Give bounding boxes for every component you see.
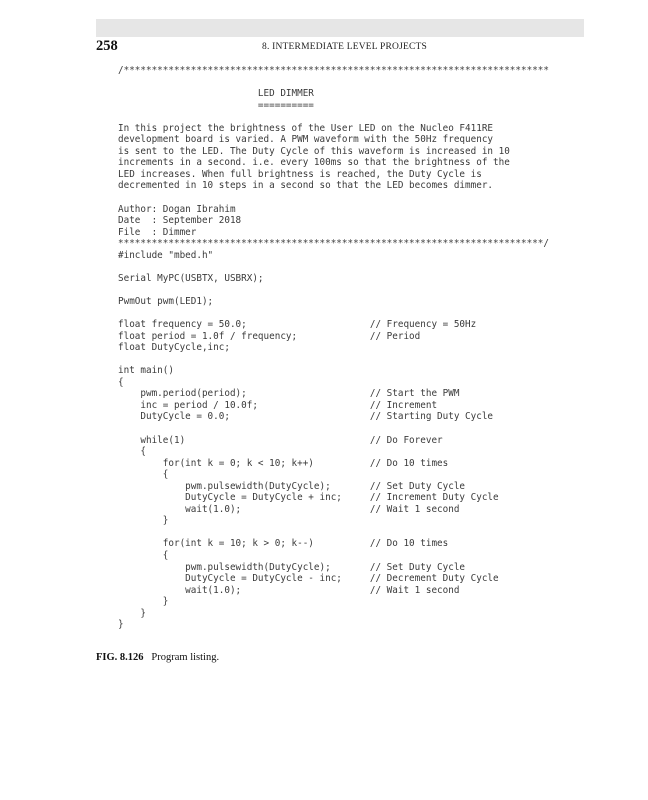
code-line: pwm.period(period); // Start the PWM [118, 388, 460, 400]
code-line [118, 284, 549, 296]
code-line: #include "mbed.h" [118, 249, 214, 261]
code-line: increments in a second. i.e. every 100ms so that the brightness of the [118, 157, 510, 169]
code-line: int main() [118, 365, 174, 377]
code-line: DutyCycle = DutyCycle - inc; // Decrement Duty Cycle [118, 573, 499, 585]
chapter-title: 8. INTERMEDIATE LEVEL PROJECTS [262, 42, 428, 52]
code-line: Author: Dogan Ibrahim [118, 203, 236, 215]
code-line: { [118, 469, 169, 481]
code-line: ========== [118, 99, 314, 111]
code-line: for(int k = 0; k < 10; k++) // Do 10 times [118, 457, 449, 469]
code-line: { [118, 376, 124, 388]
code-line [118, 307, 549, 319]
running-header-band [96, 19, 584, 37]
code-line: File : Dimmer [118, 226, 197, 238]
program-listing [118, 65, 549, 631]
code-line: DutyCycle = DutyCycle + inc; // Increment Duty Cycle [118, 492, 499, 504]
code-line: wait(1.0); // Wait 1 second [118, 503, 460, 515]
code-line: } [118, 515, 169, 527]
code-line: { [118, 446, 146, 458]
page-number: 258 [96, 38, 118, 54]
code-line: Date : September 2018 [118, 215, 242, 227]
figure-caption-text: Program listing. [151, 652, 220, 663]
code-line: In this project the brightness of the User LED on the Nucleo F411RE [118, 122, 494, 134]
code-line: pwm.pulsewidth(DutyCycle); // Set Duty Cycle [118, 480, 466, 492]
code-line: wait(1.0); // Wait 1 second [118, 584, 460, 596]
code-line: LED DIMMER [118, 88, 314, 100]
code-line: /**************************************************************************** [118, 65, 549, 76]
code-line [118, 261, 549, 273]
figure-caption [96, 652, 219, 663]
code-line: } [118, 619, 124, 631]
code-line: Serial MyPC(USBTX, USBRX); [118, 272, 264, 284]
code-line [118, 423, 549, 435]
code-line: float frequency = 50.0; // Frequency = 50Hz [118, 319, 477, 331]
code-line [118, 192, 549, 204]
code-line: is sent to the LED. The Duty Cycle of this waveform is increased in 10 [118, 145, 510, 157]
code-line: pwm.pulsewidth(DutyCycle); // Set Duty Cycle [118, 561, 466, 573]
code-line: ****************************************************************************/ [118, 238, 549, 250]
code-line: for(int k = 10; k > 0; k--) // Do 10 times [118, 538, 449, 550]
code-line: } [118, 607, 146, 619]
code-line: while(1) // Do Forever [118, 434, 443, 446]
code-line: DutyCycle = 0.0; // Starting Duty Cycle [118, 411, 494, 423]
code-line [118, 77, 549, 89]
code-line [118, 354, 549, 366]
code-line: decremented in 10 steps in a second so that the LED becomes dimmer. [118, 180, 494, 192]
code-line: development board is varied. A PWM waveform with the 50Hz frequency [118, 134, 494, 146]
code-line [118, 111, 549, 123]
code-line: inc = period / 10.0f; // Increment [118, 399, 438, 411]
code-line: } [118, 596, 169, 608]
code-line: { [118, 549, 169, 561]
code-line: float DutyCycle,inc; [118, 342, 230, 354]
figure-label: FIG. 8.126 [96, 652, 144, 663]
code-line [118, 527, 549, 539]
code-line: float period = 1.0f / frequency; // Period [118, 330, 421, 342]
code-line: LED increases. When full brightness is reached, the Duty Cycle is [118, 168, 482, 180]
code-line: PwmOut pwm(LED1); [118, 295, 214, 307]
